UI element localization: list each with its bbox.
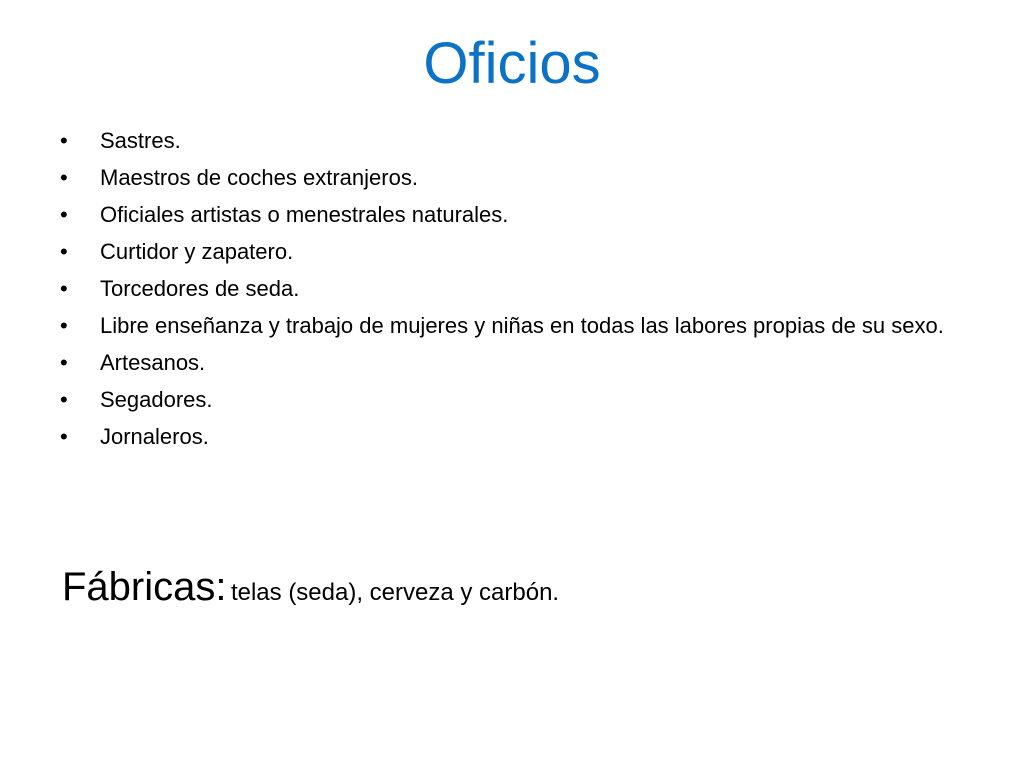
list-item [60, 348, 960, 378]
bullet-icon: • [60, 276, 68, 301]
bullet-icon: • [60, 350, 68, 375]
trades-list [60, 126, 960, 459]
list-item-text: Maestros de coches extranjeros. [100, 165, 418, 190]
list-item-text: Libre enseñanza y trabajo de mujeres y niñas en todas las labores propias de su sexo. [100, 313, 944, 338]
bullet-icon: • [60, 128, 68, 153]
list-item [60, 126, 960, 156]
list-item [60, 200, 960, 230]
list-item-text: Sastres. [100, 128, 181, 153]
list-item-text: Artesanos. [100, 350, 206, 375]
list-item-text: Jornaleros. [100, 424, 209, 449]
list-item [60, 163, 960, 193]
list-item-text: Segadores. [100, 387, 213, 412]
bullet-icon: • [60, 239, 68, 264]
list-item-text: Oficiales artistas o menestrales naturales. [100, 202, 509, 227]
list-item-text: Curtidor y zapatero. [100, 239, 294, 264]
list-item [60, 311, 960, 341]
bullet-icon: • [60, 313, 68, 338]
list-item [60, 422, 960, 452]
list-item [60, 237, 960, 267]
list-item [60, 385, 960, 415]
factories-text: telas (seda), cerveza y carbón. [230, 579, 560, 606]
list-item-text: Torcedores de seda. [100, 276, 300, 301]
factories-line [62, 562, 962, 618]
bullet-icon: • [60, 424, 68, 449]
list-item [60, 274, 960, 304]
factories-label: Fábricas: [62, 565, 227, 609]
bullet-icon: • [60, 387, 68, 412]
bullet-icon: • [60, 202, 68, 227]
bullet-icon: • [60, 165, 68, 190]
slide-title: Oficios [423, 31, 601, 96]
